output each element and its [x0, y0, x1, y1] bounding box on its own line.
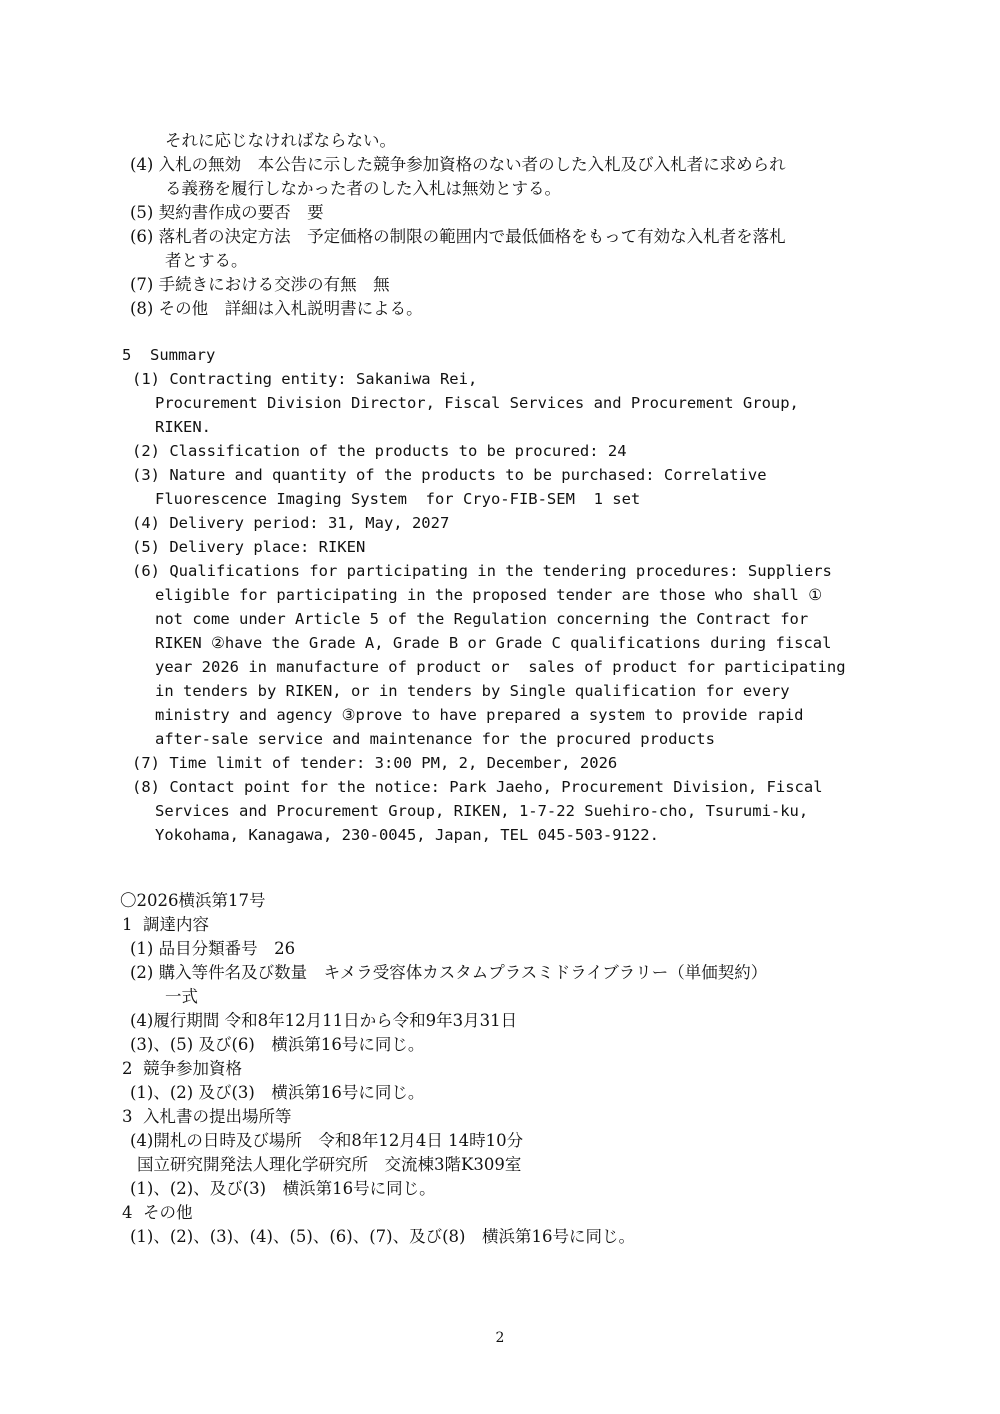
list-item: (4)履行期間 令和8年12月11日から令和9年3月31日 — [130, 1011, 518, 1030]
text-line: after-sale service and maintenance for the procured products — [155, 730, 715, 748]
page-number: 2 — [495, 1330, 505, 1346]
text-line: eligible for participating in the proposed tender are those who shall ① — [155, 586, 823, 604]
list-item: (8) その他 詳細は入札説明書による。 — [130, 299, 423, 318]
text-line: 者とする。 — [165, 251, 248, 270]
section-heading: 5 Summary — [122, 346, 216, 364]
text-line: る義務を履行しなかった者のした入札は無効とする。 — [165, 179, 561, 198]
text-line: 一式 — [165, 987, 198, 1006]
text-line: not come under Article 5 of the Regulation concerning the Contract for — [155, 610, 809, 628]
section-heading: 3 入札書の提出場所等 — [122, 1107, 292, 1126]
list-item: (2) 購入等件名及び数量 キメラ受容体カスタムプラスミドライブラリー（単価契約） — [130, 963, 768, 982]
list-item: (1)、(2)、(3)、(4)、(5)、(6)、(7)、及び(8) 横浜第16号に同じ。 — [130, 1227, 635, 1246]
list-item: (6) Qualifications for participating in the tendering procedures: Suppliers — [132, 562, 832, 580]
section-heading: 1 調達内容 — [122, 915, 209, 934]
list-item: (4) 入札の無効 本公告に示した競争参加資格のない者のした入札及び入札者に求められ — [130, 155, 786, 174]
list-item: (1)、(2) 及び(3) 横浜第16号に同じ。 — [130, 1083, 425, 1102]
list-item: (3) Nature and quantity of the products to be purchased: Correlative — [132, 466, 767, 484]
list-item: (3)、(5) 及び(6) 横浜第16号に同じ。 — [130, 1035, 425, 1054]
text-line: RIKEN ②have the Grade A, Grade B or Grade C qualifications during fiscal — [155, 634, 832, 652]
text-line: year 2026 in manufacture of product or sales of product for participating — [155, 658, 846, 676]
text-line: Procurement Division Director, Fiscal Services and Procurement Group, — [155, 394, 799, 412]
list-item: (4)開札の日時及び場所 令和8年12月4日 14時10分 — [130, 1131, 524, 1150]
notice-title: 〇2026横浜第17号 — [120, 891, 266, 910]
section-heading: 4 その他 — [122, 1203, 193, 1222]
text-line: ministry and agency ③prove to have prepared a system to provide rapid — [155, 706, 804, 724]
list-item: (7) 手続きにおける交渉の有無 無 — [130, 275, 390, 294]
text-line: Yokohama, Kanagawa, 230-0045, Japan, TEL 045-503-9122. — [155, 826, 659, 844]
list-item: (1) 品目分類番号 26 — [130, 939, 296, 958]
list-item: (8) Contact point for the notice: Park Jaeho, Procurement Division, Fiscal — [132, 778, 823, 796]
text-line: in tenders by RIKEN, or in tenders by Single qualification for every — [155, 682, 790, 700]
list-item: (2) Classification of the products to be procured: 24 — [132, 442, 627, 460]
text-line: 国立研究開発法人理化学研究所 交流棟3階K309室 — [137, 1155, 522, 1174]
text-line: Services and Procurement Group, RIKEN, 1-7-22 Suehiro-cho, Tsurumi-ku, — [155, 802, 809, 820]
list-item: (1)、(2)、及び(3) 横浜第16号に同じ。 — [130, 1179, 436, 1198]
text-line: それに応じなければならない。 — [165, 131, 396, 150]
text-line: Fluorescence Imaging System for Cryo-FIB-SEM 1 set — [155, 490, 641, 508]
list-item: (6) 落札者の決定方法 予定価格の制限の範囲内で最低価格をもって有効な入札者を落札 — [130, 227, 786, 246]
list-item: (1) Contracting entity: Sakaniwa Rei, — [132, 370, 478, 388]
text-line: RIKEN. — [155, 418, 211, 436]
list-item: (5) Delivery place: RIKEN — [132, 538, 366, 556]
list-item: (4) Delivery period: 31, May, 2027 — [132, 514, 450, 532]
section-heading: 2 競争参加資格 — [122, 1059, 242, 1078]
list-item: (7) Time limit of tender: 3:00 PM, 2, December, 2026 — [132, 754, 618, 772]
list-item: (5) 契約書作成の要否 要 — [130, 203, 324, 222]
